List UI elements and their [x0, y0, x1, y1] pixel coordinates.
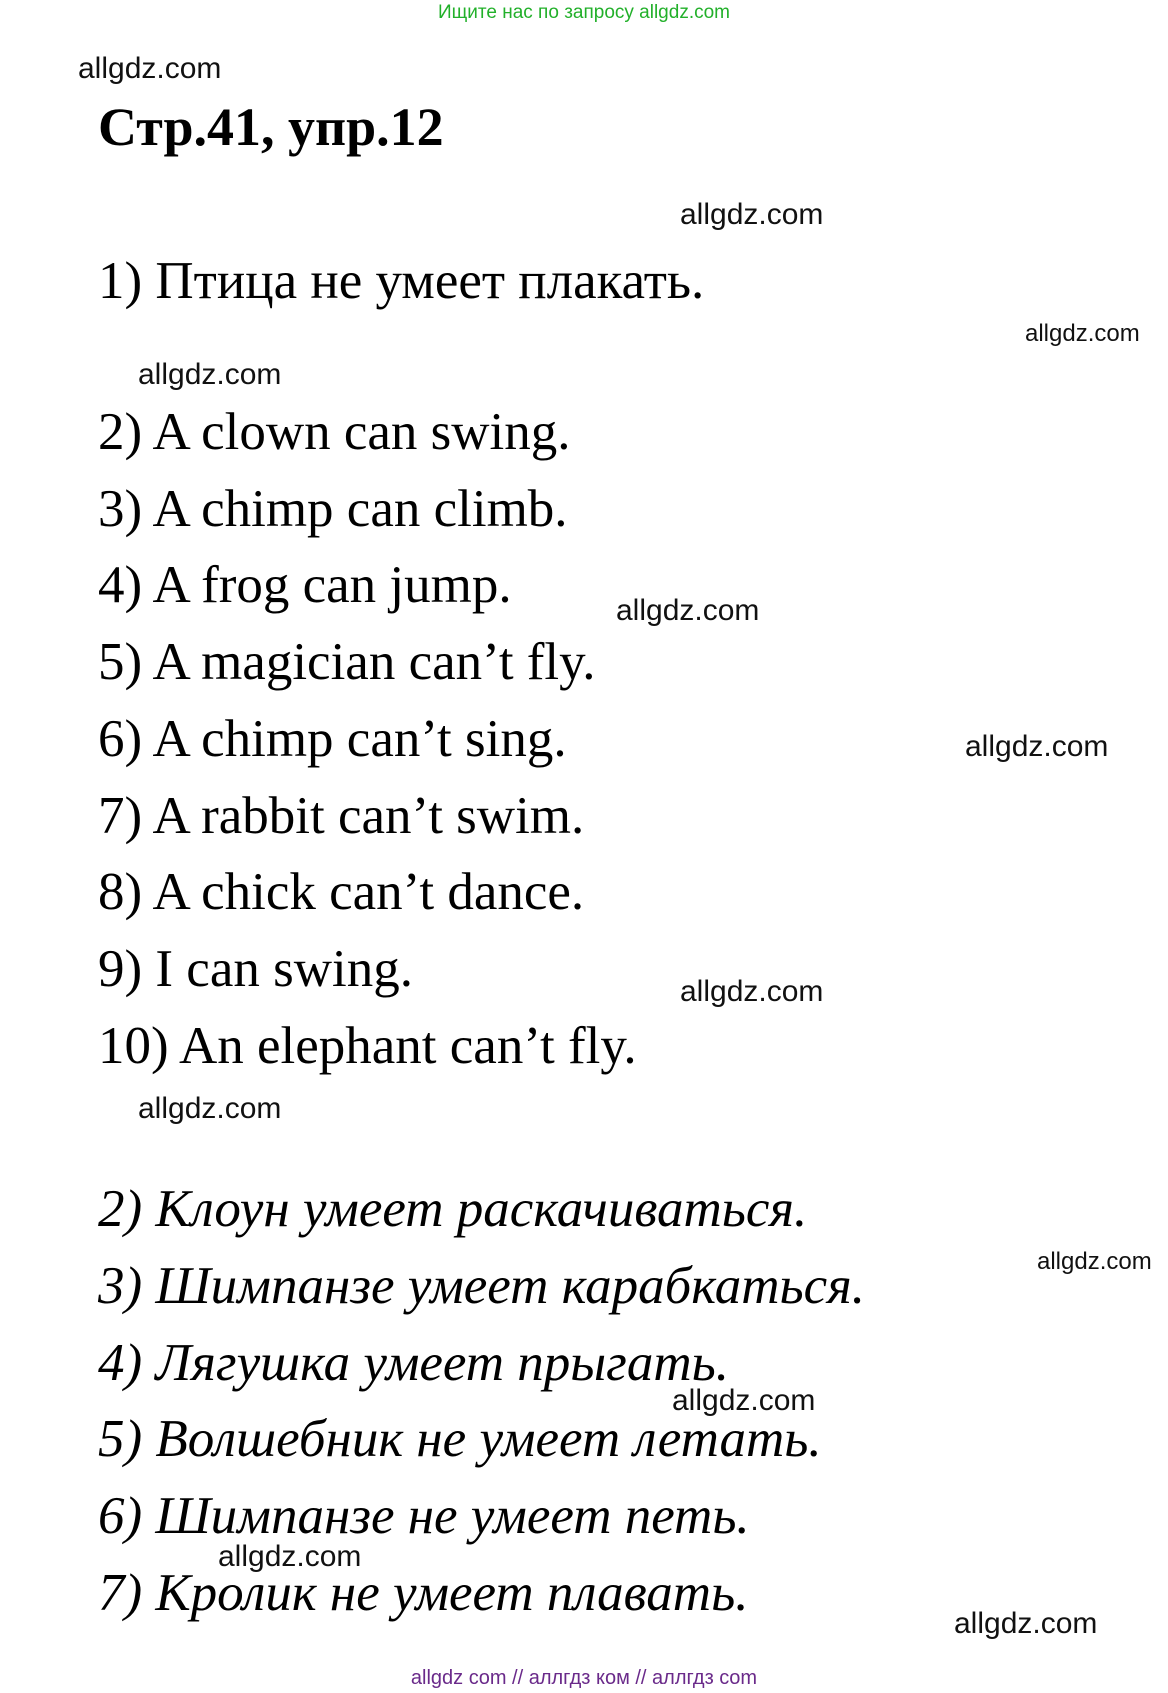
- answer-line-5: 5) A magician can’t fly.: [98, 633, 596, 691]
- answer-line-9: 9) I can swing.: [98, 940, 413, 998]
- watermark: allgdz.com: [680, 975, 824, 1008]
- answer-line-7: 7) A rabbit can’t swim.: [98, 787, 585, 845]
- translation-line-3: 3) Шимпанзе умеет карабкаться.: [98, 1257, 866, 1315]
- watermark: allgdz.com: [965, 730, 1109, 763]
- answer-line-1: 1) Птица не умеет плакать.: [98, 252, 705, 310]
- translation-line-6: 6) Шимпанзе не умеет петь.: [98, 1487, 750, 1545]
- watermark: allgdz.com: [1037, 1248, 1152, 1275]
- translation-line-4: 4) Лягушка умеет прыгать.: [98, 1334, 729, 1392]
- watermark: allgdz.com: [680, 198, 824, 231]
- answer-line-3: 3) A chimp can climb.: [98, 480, 568, 538]
- answer-line-4: 4) A frog can jump.: [98, 556, 512, 614]
- watermark: allgdz.com: [954, 1607, 1098, 1640]
- watermark: allgdz.com: [672, 1384, 816, 1417]
- translation-line-2: 2) Клоун умеет раскачиваться.: [98, 1180, 808, 1238]
- answer-line-8: 8) A chick can’t dance.: [98, 863, 585, 921]
- translation-line-5: 5) Волшебник не умеет летать.: [98, 1410, 822, 1468]
- watermark: allgdz.com: [616, 594, 760, 627]
- search-banner: Ищите нас по запросу allgdz.com: [437, 2, 730, 23]
- watermark: allgdz.com: [218, 1540, 362, 1573]
- watermark: allgdz.com: [138, 358, 282, 391]
- page-title: Стр.41, упр.12: [98, 97, 444, 157]
- answer-line-10: 10) An elephant can’t fly.: [98, 1017, 637, 1075]
- watermark: allgdz.com: [78, 52, 222, 85]
- answer-line-6: 6) A chimp can’t sing.: [98, 710, 567, 768]
- footer-text: allgdz com // аллгдз ком // аллгдз com: [410, 1667, 758, 1689]
- answer-line-2: 2) A clown can swing.: [98, 403, 571, 461]
- translation-line-7: 7) Кролик не умеет плавать.: [98, 1564, 749, 1622]
- watermark: allgdz.com: [1025, 320, 1140, 347]
- watermark: allgdz.com: [138, 1092, 282, 1125]
